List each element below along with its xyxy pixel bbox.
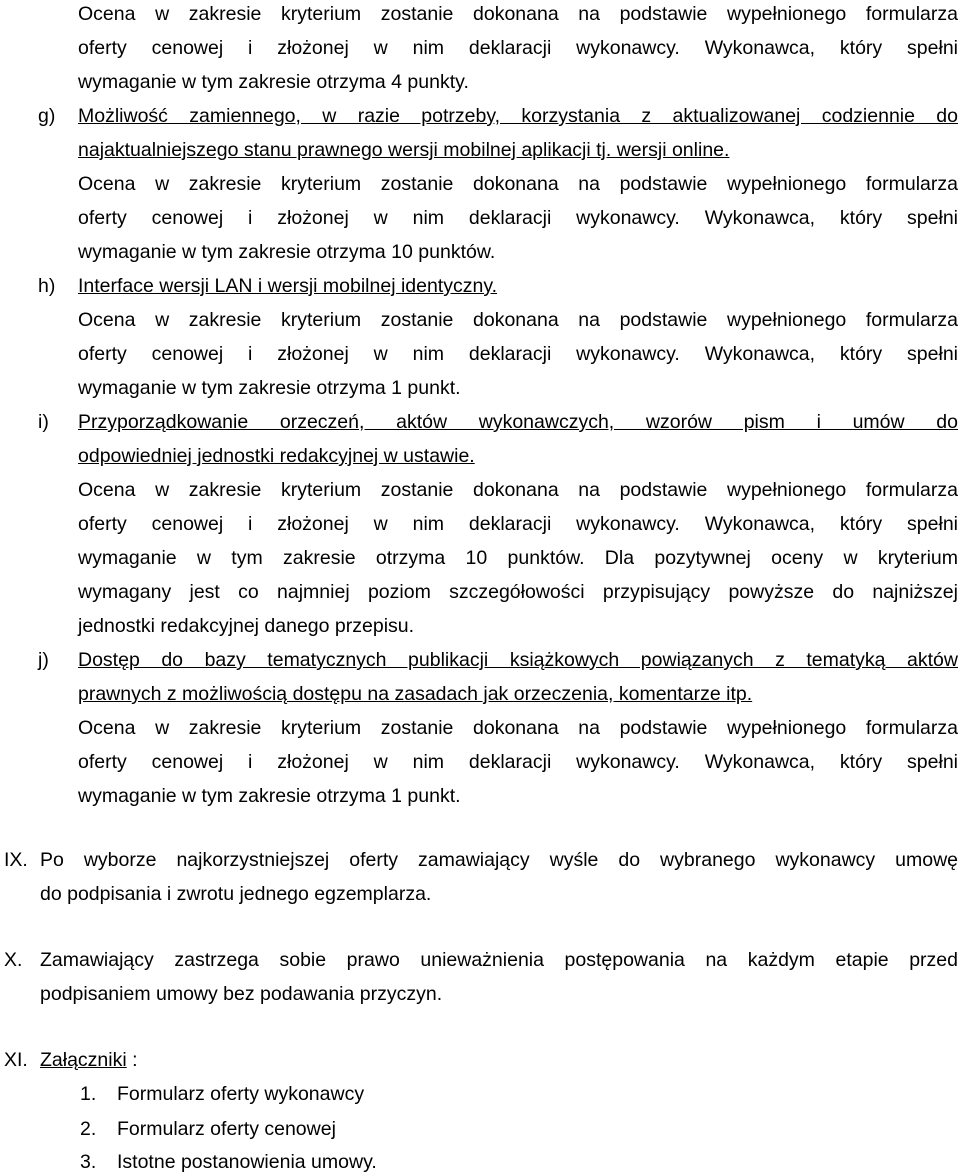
item-label-j: j) bbox=[38, 649, 49, 671]
section-label-xi: XI. bbox=[4, 1049, 28, 1071]
paragraph-line: wymaganie w tym zakresie otrzyma 10 punktów. bbox=[78, 241, 496, 263]
paragraph-line: Ocena w zakresie kryterium zostanie dokonana na podstawie wypełnionego formularza bbox=[78, 3, 958, 25]
paragraph-line: Ocena w zakresie kryterium zostanie dokonana na podstawie wypełnionego formularza bbox=[78, 479, 958, 501]
paragraph-line: Zamawiający zastrzega sobie prawo unieważnienia postępowania na każdym etapie przed bbox=[40, 949, 958, 971]
item-heading-line: Przyporządkowanie orzeczeń, aktów wykonawczych, wzorów pism i umów do bbox=[78, 411, 958, 433]
paragraph-line: jednostki redakcyjnej danego przepisu. bbox=[78, 615, 415, 637]
paragraph-line: oferty cenowej i złożonej w nim deklaracji wykonawcy. Wykonawca, który spełni bbox=[78, 207, 958, 229]
item-heading-line: Możliwość zamiennego, w razie potrzeby, korzystania z aktualizowanej codziennie do bbox=[78, 105, 958, 127]
attachment-item: Formularz oferty wykonawcy bbox=[117, 1083, 365, 1105]
item-heading-line: Interface wersji LAN i wersji mobilnej identyczny. bbox=[78, 275, 498, 297]
item-label-h: h) bbox=[38, 275, 56, 297]
attachment-number: 1. bbox=[80, 1083, 97, 1105]
item-heading-line: Dostęp do bazy tematycznych publikacji książkowych powiązanych z tematyką aktów bbox=[78, 649, 958, 671]
attachments-heading bbox=[40, 1048, 138, 1072]
item-heading-line: odpowiedniej jednostki redakcyjnej w ustawie. bbox=[78, 445, 475, 467]
item-label-g: g) bbox=[38, 105, 56, 127]
paragraph-line: oferty cenowej i złożonej w nim deklaracji wykonawcy. Wykonawca, który spełni bbox=[78, 751, 958, 773]
paragraph-line: Ocena w zakresie kryterium zostanie dokonana na podstawie wypełnionego formularza bbox=[78, 309, 958, 331]
item-heading-line: najaktualniejszego stanu prawnego wersji mobilnej aplikacji tj. wersji online. bbox=[78, 139, 730, 161]
item-heading-line: prawnych z możliwością dostępu na zasadach jak orzeczenia, komentarze itp. bbox=[78, 683, 753, 705]
paragraph-line: oferty cenowej i złożonej w nim deklaracji wykonawcy. Wykonawca, który spełni bbox=[78, 37, 958, 59]
attachment-item: Istotne postanowienia umowy. bbox=[117, 1151, 377, 1173]
item-label-i: i) bbox=[38, 411, 49, 433]
paragraph-line: do podpisania i zwrotu jednego egzemplarza. bbox=[40, 883, 432, 905]
attachment-number: 3. bbox=[80, 1151, 97, 1173]
paragraph-line: wymaganie w tym zakresie otrzyma 10 punktów. Dla pozytywnej oceny w kryterium bbox=[78, 547, 958, 569]
paragraph-line: Ocena w zakresie kryterium zostanie dokonana na podstawie wypełnionego formularza bbox=[78, 173, 958, 195]
section-label-x: X. bbox=[4, 949, 23, 971]
attachments-title: Załączniki bbox=[40, 1049, 127, 1071]
attachment-item: Formularz oferty cenowej bbox=[117, 1118, 336, 1140]
paragraph-line: Ocena w zakresie kryterium zostanie dokonana na podstawie wypełnionego formularza bbox=[78, 717, 958, 739]
paragraph-line: oferty cenowej i złożonej w nim deklaracji wykonawcy. Wykonawca, który spełni bbox=[78, 343, 958, 365]
paragraph-line: wymaganie w tym zakresie otrzyma 4 punkty. bbox=[78, 71, 469, 93]
section-label-ix: IX. bbox=[4, 849, 28, 871]
paragraph-line: podpisaniem umowy bez podawania przyczyn. bbox=[40, 983, 443, 1005]
paragraph-line: Po wyborze najkorzystniejszej oferty zamawiający wyśle do wybranego wykonawcy umowę bbox=[40, 849, 958, 871]
attachment-number: 2. bbox=[80, 1118, 97, 1140]
paragraph-line: wymaganie w tym zakresie otrzyma 1 punkt. bbox=[78, 785, 461, 807]
attachments-colon: : bbox=[126, 1049, 138, 1071]
paragraph-line: oferty cenowej i złożonej w nim deklaracji wykonawcy. Wykonawca, który spełni bbox=[78, 513, 958, 535]
paragraph-line: wymaganie w tym zakresie otrzyma 1 punkt. bbox=[78, 377, 461, 399]
paragraph-line: wymagany jest co najmniej poziom szczegółowości przypisujący powyższe do najniższej bbox=[78, 581, 958, 603]
